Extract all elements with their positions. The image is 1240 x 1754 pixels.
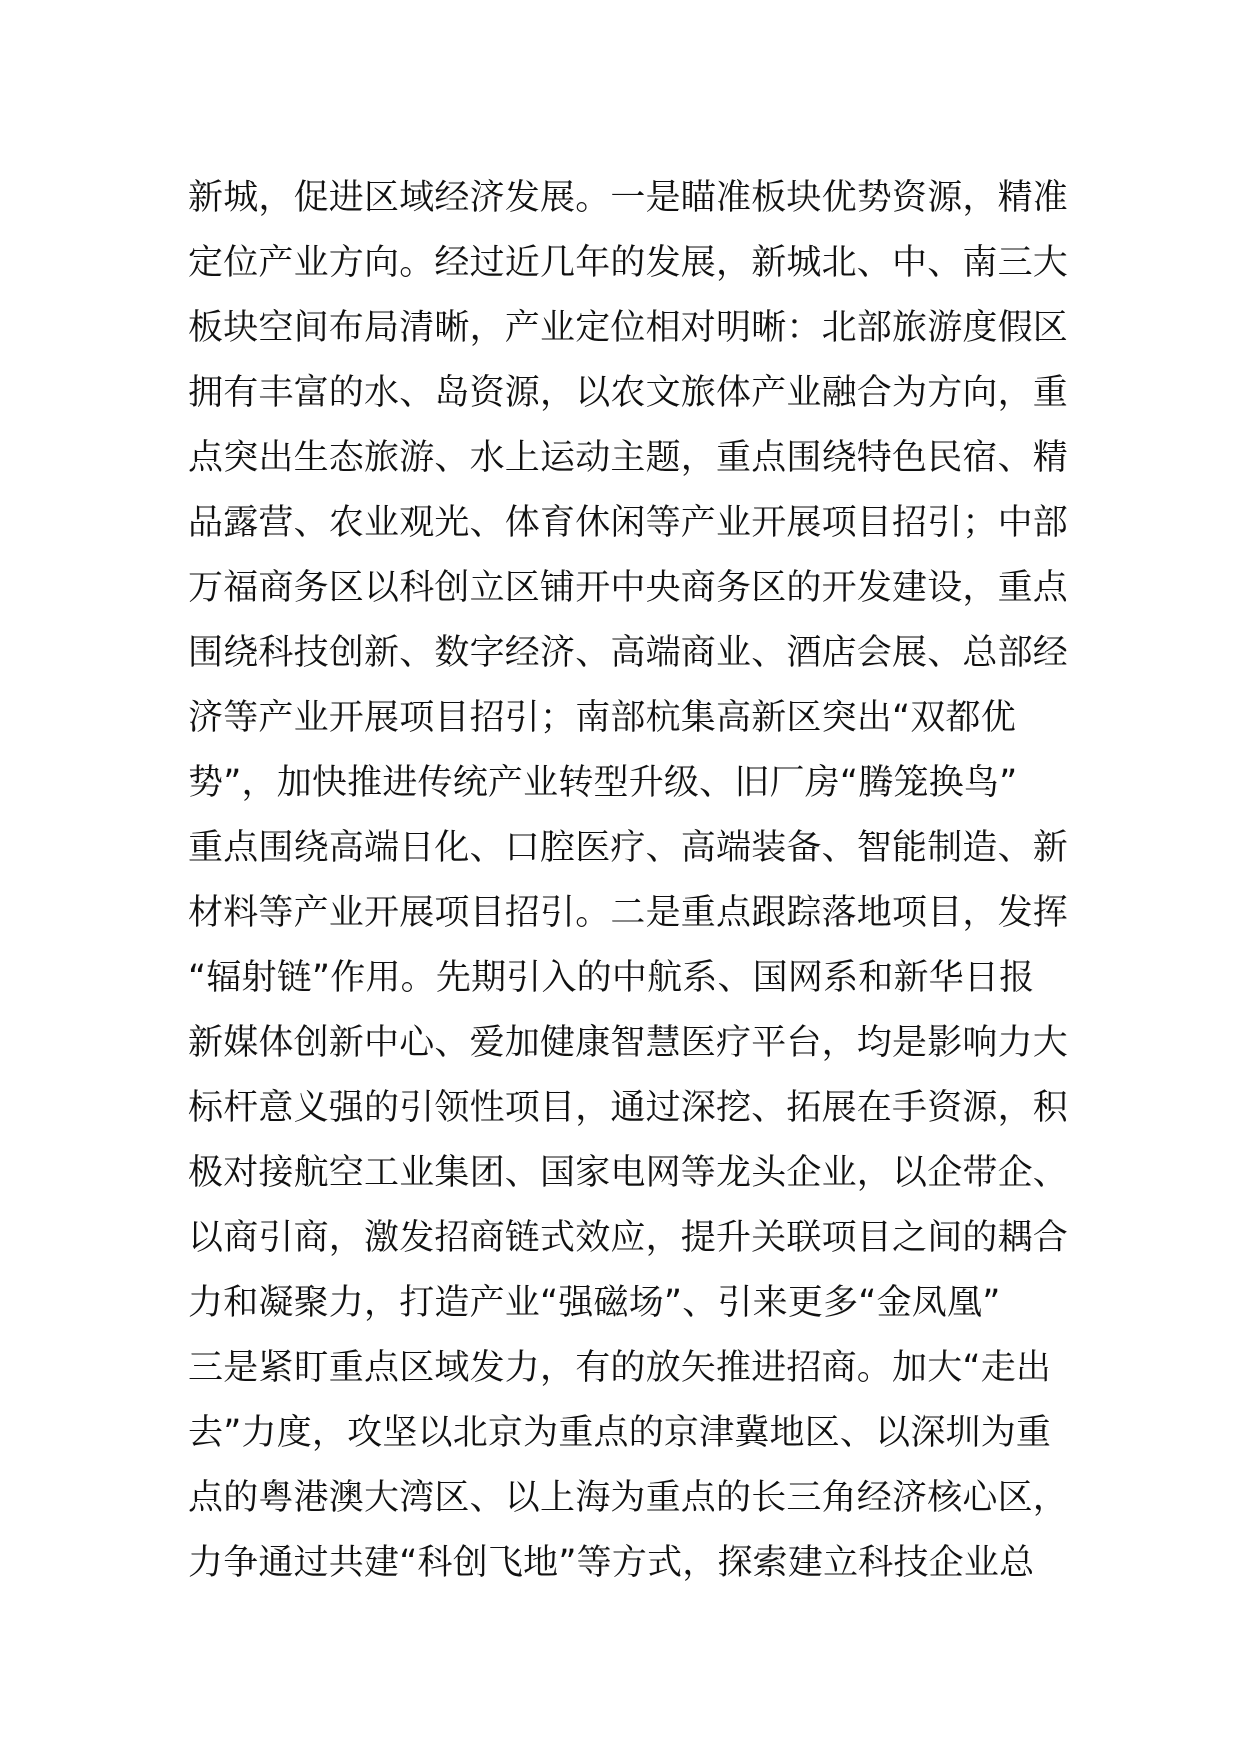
text-line-11: 重点围绕高端日化、口腔医疗、高端装备、智能制造、新 [188,828,1069,868]
text-line-12: 材料等产业开展项目招引。二是重点跟踪落地项目，发挥 [188,893,1069,933]
text-line-18: 力和凝聚力，打造产业“强磁场”、引来更多“金凤凰” [188,1283,1001,1323]
text-line-20: 去”力度，攻坚以北京为重点的京津冀地区、以深圳为重 [188,1413,1052,1453]
text-line-21: 点的粤港澳大湾区、以上海为重点的长三角经济核心区， [188,1478,1069,1518]
text-line-7: 万福商务区以科创立区铺开中央商务区的开发建设，重点 [188,568,1069,608]
text-line-5: 点突出生态旅游、水上运动主题，重点围绕特色民宿、精 [188,438,1069,478]
text-line-2: 定位产业方向。经过近几年的发展，新城北、中、南三大 [188,243,1069,283]
text-line-1: 新城，促进区域经济发展。一是瞄准板块优势资源，精准 [188,178,1069,218]
body-paragraph [188,166,1088,1596]
text-line-9: 济等产业开展项目招引；南部杭集高新区突出“双都优 [188,698,1016,738]
text-line-19: 三是紧盯重点区域发力，有的放矢推进招商。加大“走出 [188,1348,1052,1388]
text-line-10: 势”，加快推进传统产业转型升级、旧厂房“腾笼换鸟” [188,763,1018,803]
text-line-22: 力争通过共建“科创飞地”等方式，探索建立科技企业总 [188,1543,1035,1583]
text-line-16: 极对接航空工业集团、国家电网等龙头企业，以企带企、 [188,1153,1069,1193]
text-line-4: 拥有丰富的水、岛资源，以农文旅体产业融合为方向，重 [188,373,1069,413]
text-line-8: 围绕科技创新、数字经济、高端商业、酒店会展、总部经 [188,633,1069,673]
text-line-14: 新媒体创新中心、爱加健康智慧医疗平台，均是影响力大 [188,1023,1069,1063]
text-line-13: “辐射链”作用。先期引入的中航系、国网系和新华日报 [188,958,1035,998]
text-line-17: 以商引商，激发招商链式效应，提升关联项目之间的耦合 [188,1218,1069,1258]
text-line-15: 标杆意义强的引领性项目，通过深挖、拓展在手资源，积 [188,1088,1069,1128]
text-line-6: 品露营、农业观光、体育休闲等产业开展项目招引；中部 [188,503,1069,543]
text-line-3: 板块空间布局清晰，产业定位相对明晰：北部旅游度假区 [188,308,1069,348]
